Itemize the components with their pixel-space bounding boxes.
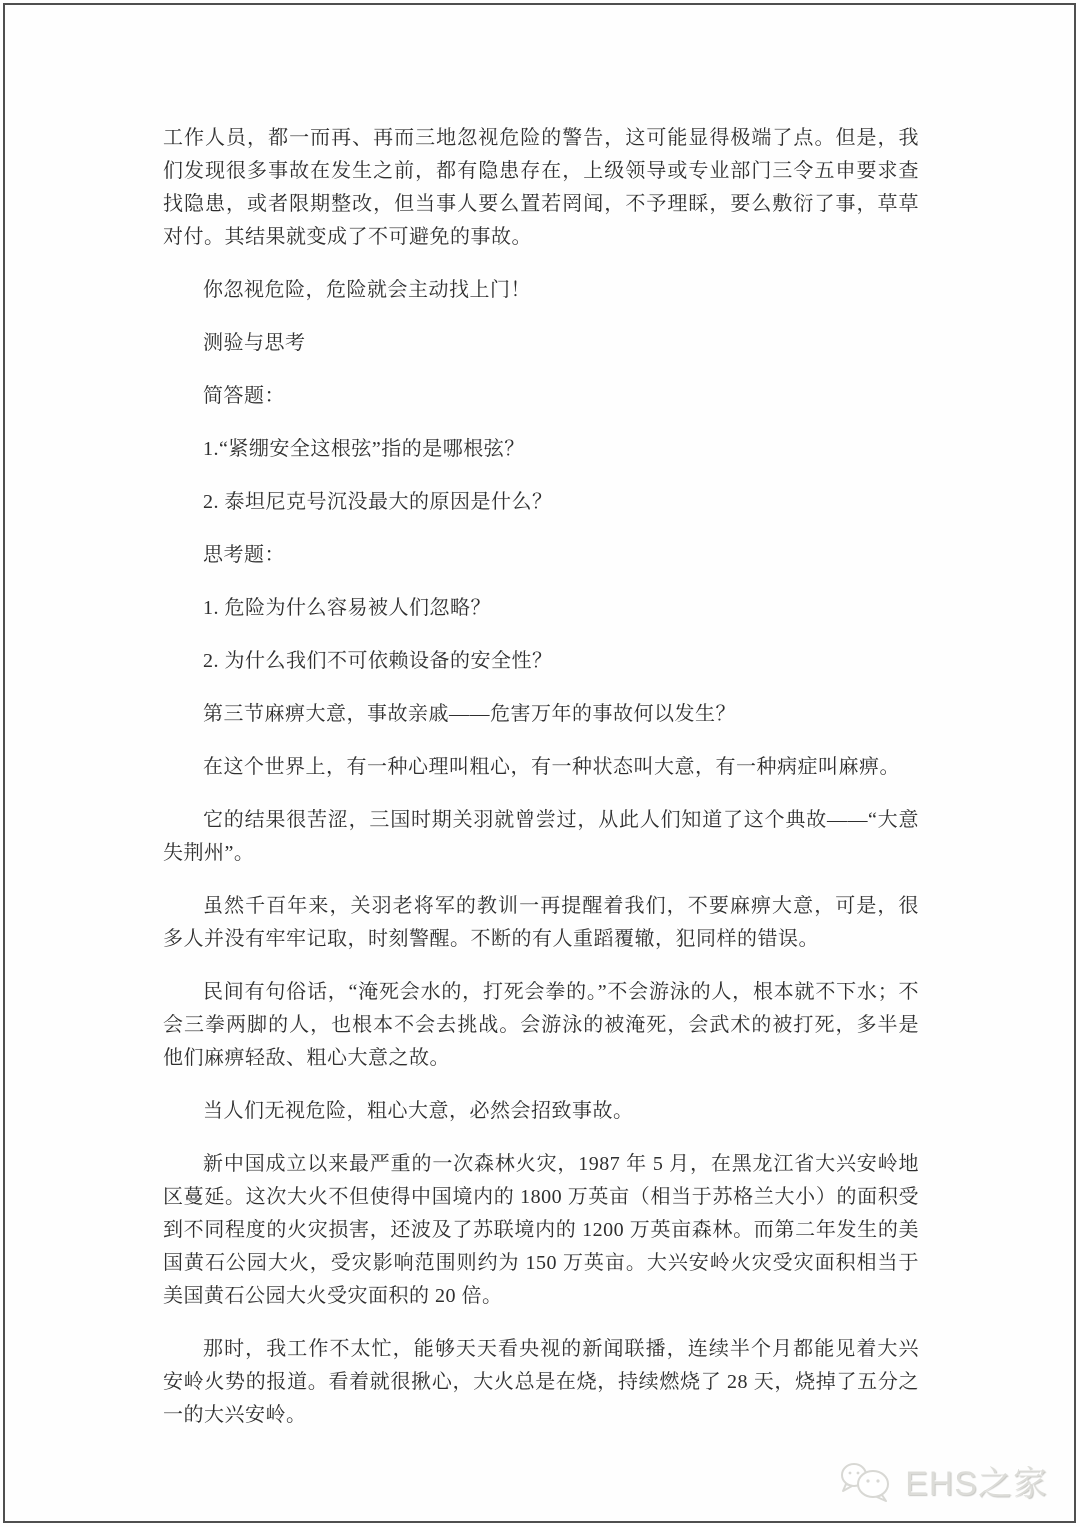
paragraph: 思考题：: [203, 544, 285, 566]
paragraph: 当人们无视危险，粗心大意，必然会招致事故。: [203, 1100, 634, 1122]
wechat-icon: [839, 1460, 895, 1502]
section-heading: 第三节麻痹大意，事故亲戚——危害万年的事故何以发生？: [203, 703, 736, 725]
paragraph: 简答题：: [203, 385, 285, 407]
watermark-label: EHS之家: [905, 1465, 1048, 1503]
paragraph: 虽然千百年来，关羽老将军的教训一再提醒着我们，不要麻痹大意，可是，很多人并没有牢牢记取，时刻警醒。不断的有人重蹈覆辙，犯同样的错误。: [163, 895, 919, 950]
paragraph: 民间有句俗话，“淹死会水的，打死会拳的。”不会游泳的人，根本就不下水；不会三拳两脚的人，也根本不会去挑战。会游泳的被淹死，会武术的被打死，多半是他们麻痹轻敌、粗心大意之故。: [163, 981, 919, 1069]
paragraph: 2. 为什么我们不可依赖设备的安全性？: [203, 650, 553, 672]
paragraph: 测验与思考: [203, 332, 306, 354]
paragraph: 1. 危险为什么容易被人们忽略？: [203, 597, 491, 619]
paragraph: 那时，我工作不太忙，能够天天看央视的新闻联播，连续半个月都能见着大兴安岭火势的报道。看着就很揪心，大火总是在烧，持续燃烧了 28 天，烧掉了五分之一的大兴安岭。: [163, 1338, 919, 1426]
document-body: [163, 122, 919, 1452]
paragraph: 2. 泰坦尼克号沉没最大的原因是什么？: [203, 491, 553, 513]
paragraph: 它的结果很苦涩，三国时期关羽就曾尝过，从此人们知道了这个典故——“大意失荆州”。: [163, 809, 919, 864]
paragraph: 新中国成立以来最严重的一次森林火灾，1987 年 5 月，在黑龙江省大兴安岭地区蔓延。这次大火不但使得中国境内的 1800 万英亩（相当于苏格兰大小）的面积受到不同程度的火灾损害，还波及了苏联境内的 1200 万英亩森林。而第二年发生的美国黄石公园大火，受灾影响范围则约为 150 万英亩。大兴安岭火灾受灾面积相当于美国黄石公园大火受灾面积的 20 倍。: [163, 1153, 919, 1307]
watermark: [839, 1456, 1048, 1505]
paragraph: 1.“紧绷安全这根弦”指的是哪根弦？: [203, 438, 525, 460]
paragraph: 在这个世界上，有一种心理叫粗心，有一种状态叫大意，有一种病症叫麻痹。: [203, 756, 900, 778]
paragraph: 你忽视危险，危险就会主动找上门！: [203, 279, 531, 301]
paragraph: 工作人员，都一而再、再而三地忽视危险的警告，这可能显得极端了点。但是，我们发现很多事故在发生之前，都有隐患存在，上级领导或专业部门三令五申要求查找隐患，或者限期整改，但当事人要么置若罔闻，不予理睬，要么敷衍了事，草草对付。其结果就变成了不可避免的事故。: [163, 127, 919, 248]
